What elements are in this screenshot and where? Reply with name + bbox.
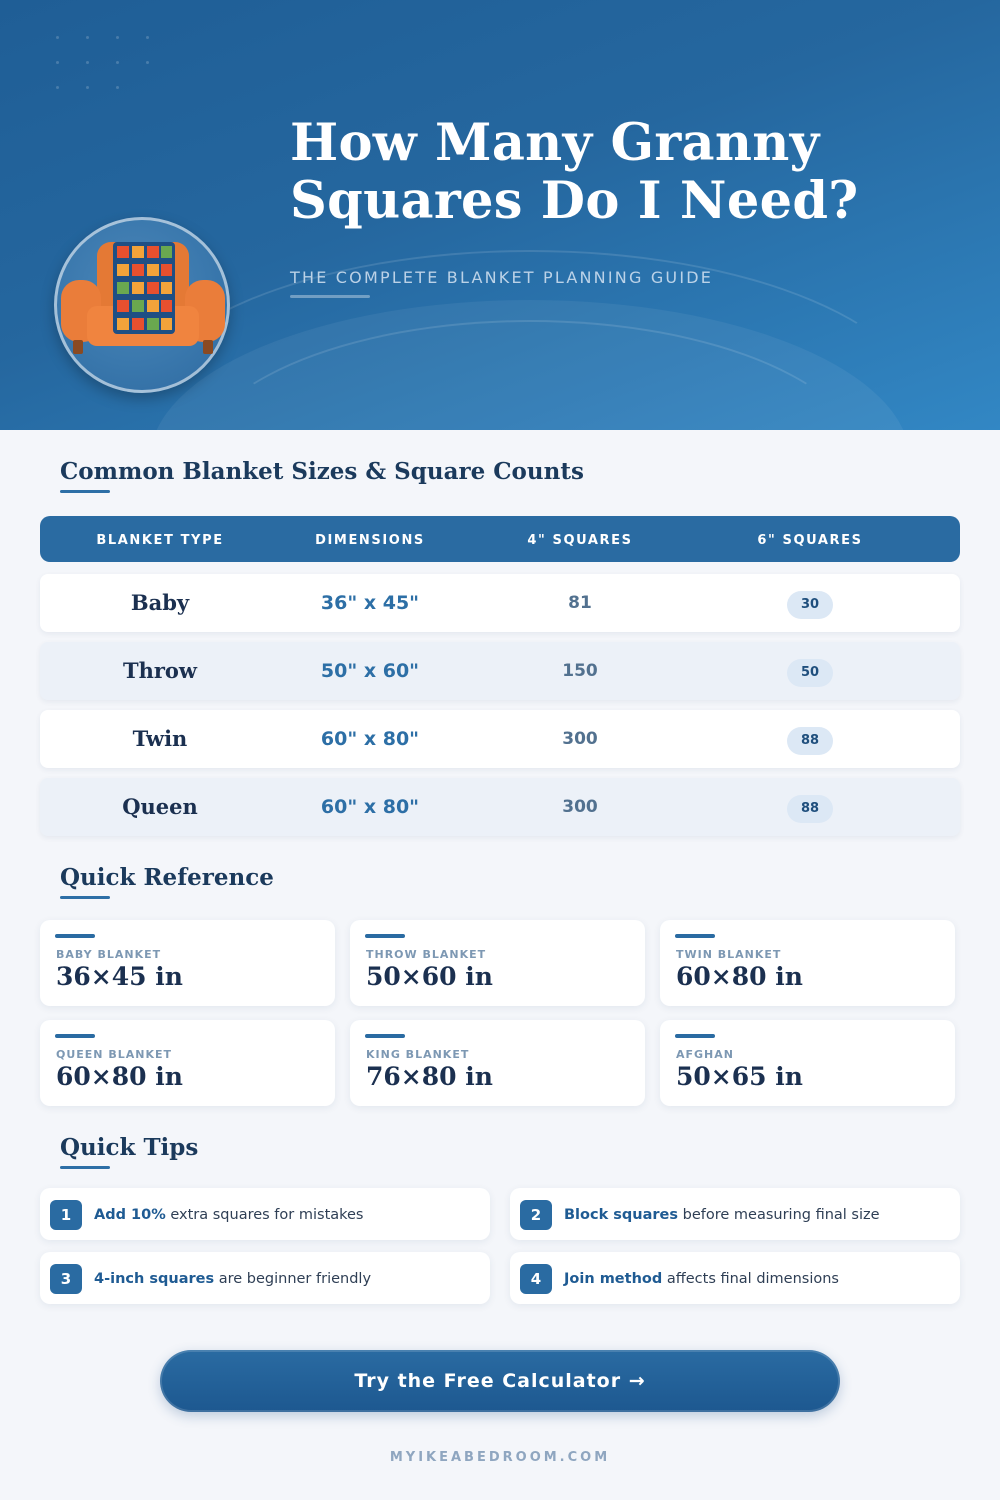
card-label: TWIN BLANKET	[676, 948, 782, 961]
table-row	[40, 778, 960, 836]
card-label: BABY BLANKET	[56, 948, 162, 961]
tip-emphasis: 4-inch squares	[94, 1271, 215, 1287]
column-header-dimensions: DIMENSIONS	[315, 533, 425, 548]
card-label: KING BLANKET	[366, 1048, 470, 1061]
tip-number-badge: 1	[50, 1200, 82, 1230]
tip-emphasis: Block squares	[564, 1207, 679, 1223]
tip-text	[94, 1252, 371, 1304]
tip-text	[94, 1188, 364, 1240]
hero-banner	[0, 0, 1000, 430]
column-header-4in: 4" SQUARES	[527, 533, 633, 548]
cell-4in-squares: 300	[562, 729, 598, 749]
column-header-type: BLANKET TYPE	[96, 533, 224, 548]
tip-text	[564, 1252, 839, 1304]
table-row	[40, 710, 960, 768]
cell-blanket-type: Queen	[122, 794, 198, 819]
card-accent-bar	[675, 1034, 715, 1038]
section-underline	[60, 490, 110, 493]
cell-6in-squares-badge: 50	[787, 659, 833, 687]
section-title-tips: Quick Tips	[60, 1134, 199, 1161]
tip-item	[510, 1188, 960, 1240]
reference-card-baby	[40, 920, 335, 1006]
card-value: 36×45 in	[56, 962, 183, 991]
subtitle-underline	[290, 295, 370, 298]
cell-blanket-type: Baby	[130, 590, 190, 615]
card-value: 60×80 in	[56, 1062, 183, 1091]
card-accent-bar	[365, 934, 405, 938]
page-subtitle: THE COMPLETE BLANKET PLANNING GUIDE	[290, 268, 714, 287]
cell-dimensions: 60" x 80"	[320, 728, 420, 750]
card-accent-bar	[365, 1034, 405, 1038]
tip-rest: before measuring final size	[678, 1207, 880, 1223]
reference-card-king	[350, 1020, 645, 1106]
card-accent-bar	[55, 934, 95, 938]
cell-dimensions: 50" x 60"	[320, 660, 420, 682]
tip-item	[510, 1252, 960, 1304]
tip-rest: are beginner friendly	[214, 1271, 372, 1287]
section-underline	[60, 1166, 110, 1169]
cell-6in-squares-badge: 88	[787, 795, 833, 823]
tip-number-badge: 2	[520, 1200, 552, 1230]
reference-card-afghan	[660, 1020, 955, 1106]
cell-4in-squares: 150	[562, 661, 598, 681]
table-row	[40, 642, 960, 700]
cell-blanket-type: Throw	[122, 658, 198, 683]
free-calculator-button[interactable]: Try the Free Calculator →	[160, 1350, 840, 1412]
decorative-dots	[56, 36, 166, 96]
cell-dimensions: 60" x 80"	[320, 796, 420, 818]
card-value: 76×80 in	[366, 1062, 493, 1091]
tip-item	[40, 1188, 490, 1240]
table-row	[40, 574, 960, 632]
page-title: How Many Granny Squares Do I Need?	[290, 113, 859, 231]
cell-dimensions: 36" x 45"	[320, 592, 420, 614]
tip-emphasis: Add 10%	[94, 1207, 166, 1223]
card-value: 60×80 in	[676, 962, 803, 991]
reference-card-twin	[660, 920, 955, 1006]
tip-text	[564, 1188, 880, 1240]
tip-number-badge: 3	[50, 1264, 82, 1294]
section-title-sizes: Common Blanket Sizes & Square Counts	[60, 458, 584, 485]
cell-4in-squares: 300	[562, 797, 598, 817]
card-accent-bar	[675, 934, 715, 938]
section-underline	[60, 896, 110, 899]
cell-blanket-type: Twin	[132, 726, 188, 751]
reference-card-queen	[40, 1020, 335, 1106]
tip-number-badge: 4	[520, 1264, 552, 1294]
card-label: THROW BLANKET	[366, 948, 487, 961]
section-title-reference: Quick Reference	[60, 864, 274, 891]
tip-rest: extra squares for mistakes	[165, 1207, 364, 1223]
card-value: 50×60 in	[366, 962, 493, 991]
cell-6in-squares-badge: 30	[787, 591, 833, 619]
reference-card-throw	[350, 920, 645, 1006]
card-label: AFGHAN	[676, 1048, 734, 1061]
cell-6in-squares-badge: 88	[787, 727, 833, 755]
table-header	[40, 516, 960, 562]
column-header-6in: 6" SQUARES	[757, 533, 863, 548]
tip-item	[40, 1252, 490, 1304]
card-value: 50×65 in	[676, 1062, 803, 1091]
cell-4in-squares: 81	[568, 593, 592, 613]
footer-site-name: MYIKEABEDROOM.COM	[389, 1450, 611, 1465]
tip-emphasis: Join method	[564, 1271, 663, 1287]
card-accent-bar	[55, 1034, 95, 1038]
tip-rest: affects final dimensions	[662, 1271, 839, 1287]
armchair-blanket-icon	[54, 217, 230, 393]
card-label: QUEEN BLANKET	[56, 1048, 173, 1061]
